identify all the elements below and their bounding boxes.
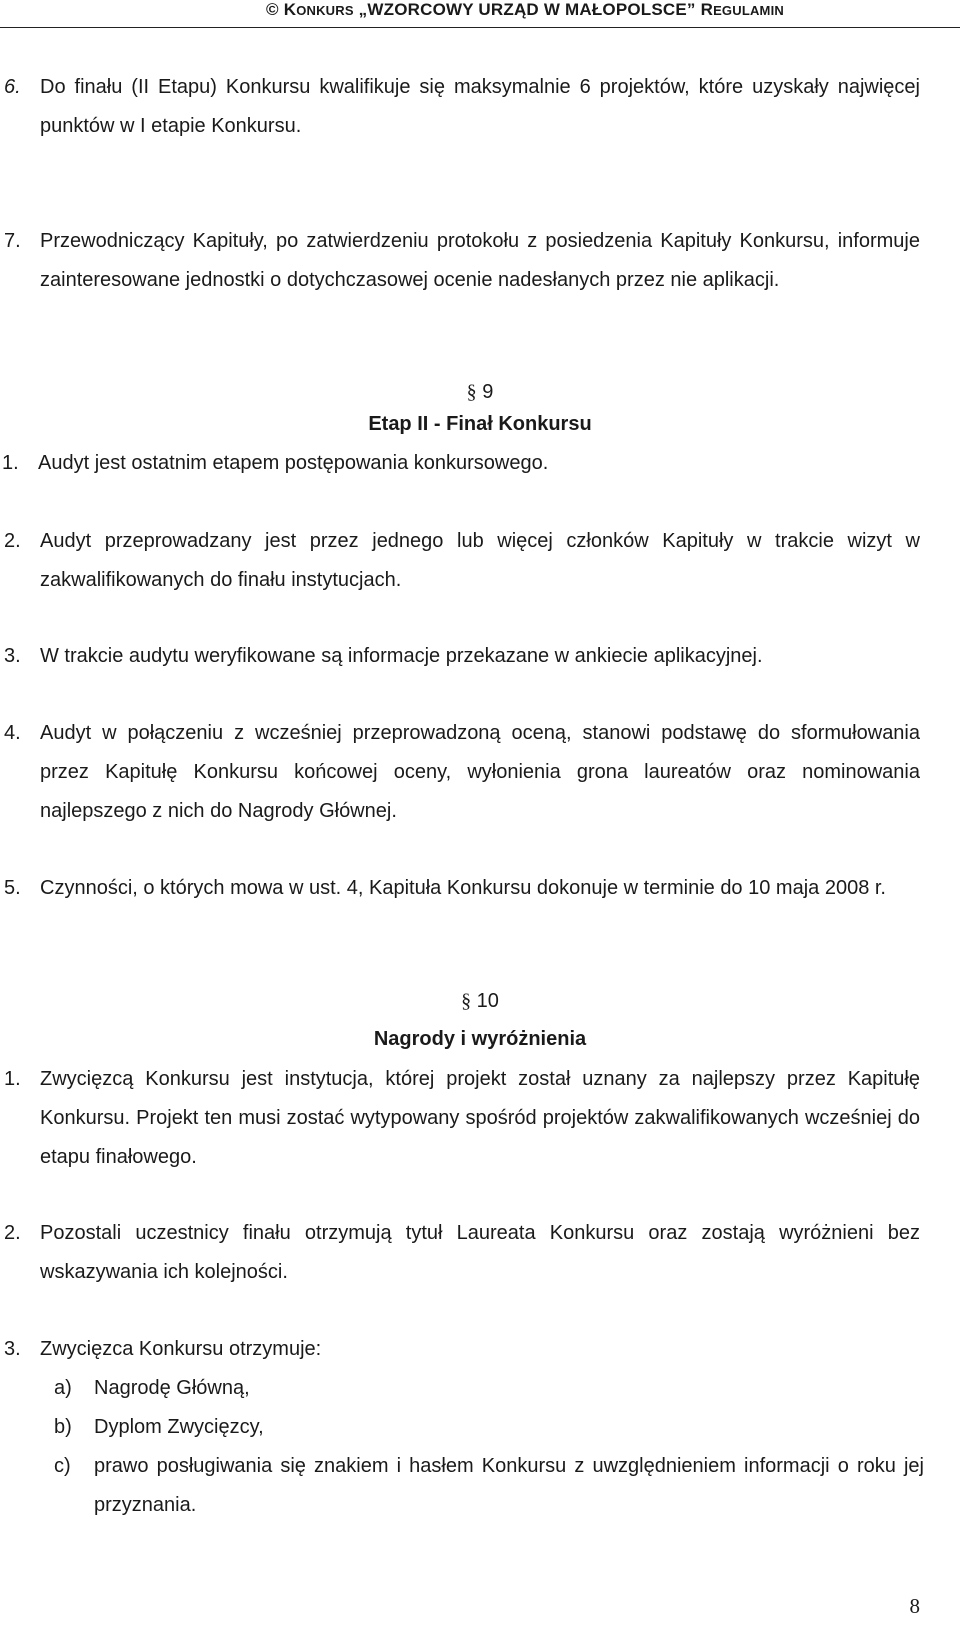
copyright-symbol: ©: [266, 0, 279, 19]
page-header: [0, 0, 960, 28]
list-item: 7. Przewodniczący Kapituły, po zatwierdzeniu protokołu z posiedzenia Kapituły Konkursu, informuje zainteresowane jednostki o dotychczasowej ocenie nadesłanych przez nie aplikacji.: [4, 230, 920, 291]
section-number: § 10: [461, 990, 499, 1012]
list-item: 2. Pozostali uczestnicy finału otrzymują tytuł Laureata Konkursu oraz zostają wyróżnieni bez wskazywania ich kolejności.: [4, 1222, 920, 1283]
list-item: 1. Audyt jest ostatnim etapem postępowania konkursowego.: [2, 452, 549, 474]
page-number: 8: [909, 1594, 920, 1618]
header-title: © KONKURS „WZORCOWY URZĄD W MAŁOPOLSCE” REGULAMIN: [266, 0, 784, 19]
list-item: 3. Zwycięzca Konkursu otrzymuje:: [4, 1338, 322, 1360]
sub-list-item: a) Nagrodę Główną,: [54, 1377, 250, 1399]
section-title: Etap II - Finał Konkursu: [368, 413, 592, 435]
sub-list-item: c) prawo posługiwania się znakiem i hasłem Konkursu z uwzględnieniem informacji o roku jej przyznania.: [54, 1455, 924, 1516]
list-item: 1. Zwycięzcą Konkursu jest instytucja, której projekt został uznany za najlepszy przez Kapitułę Konkursu. Projekt ten musi zostać wytypowany spośród projektów zakwalifikowanych wcześniej do etapu finałowego.: [4, 1068, 920, 1168]
section-title: Nagrody i wyróżnienia: [373, 1028, 587, 1050]
list-item: 3. W trakcie audytu weryfikowane są informacje przekazane w ankiecie aplikacyjnej.: [4, 645, 763, 667]
list-item: 5. Czynności, o których mowa w ust. 4, Kapituła Konkursu dokonuje w terminie do 10 maja 2008 r.: [4, 877, 886, 899]
sub-list-item: b) Dyplom Zwycięzcy,: [54, 1416, 264, 1438]
section-number: § 9: [466, 381, 494, 403]
list-item: 2. Audyt przeprowadzany jest przez jednego lub więcej członków Kapituły w trakcie wizyt w zakwalifikowanych do finału instytucjach.: [4, 530, 920, 591]
list-item: 6. Do finału (II Etapu) Konkursu kwalifikuje się maksymalnie 6 projektów, które uzyskały najwięcej punktów w I etapie Konkursu.: [4, 76, 920, 137]
list-item: 4. Audyt w połączeniu z wcześniej przeprowadzoną oceną, stanowi podstawę do sformułowania przez Kapitułę Konkursu końcowej oceny, wyłonienia grona laureatów oraz nominowania najlepszego z nich do Nagrody Głównej.: [4, 722, 920, 822]
